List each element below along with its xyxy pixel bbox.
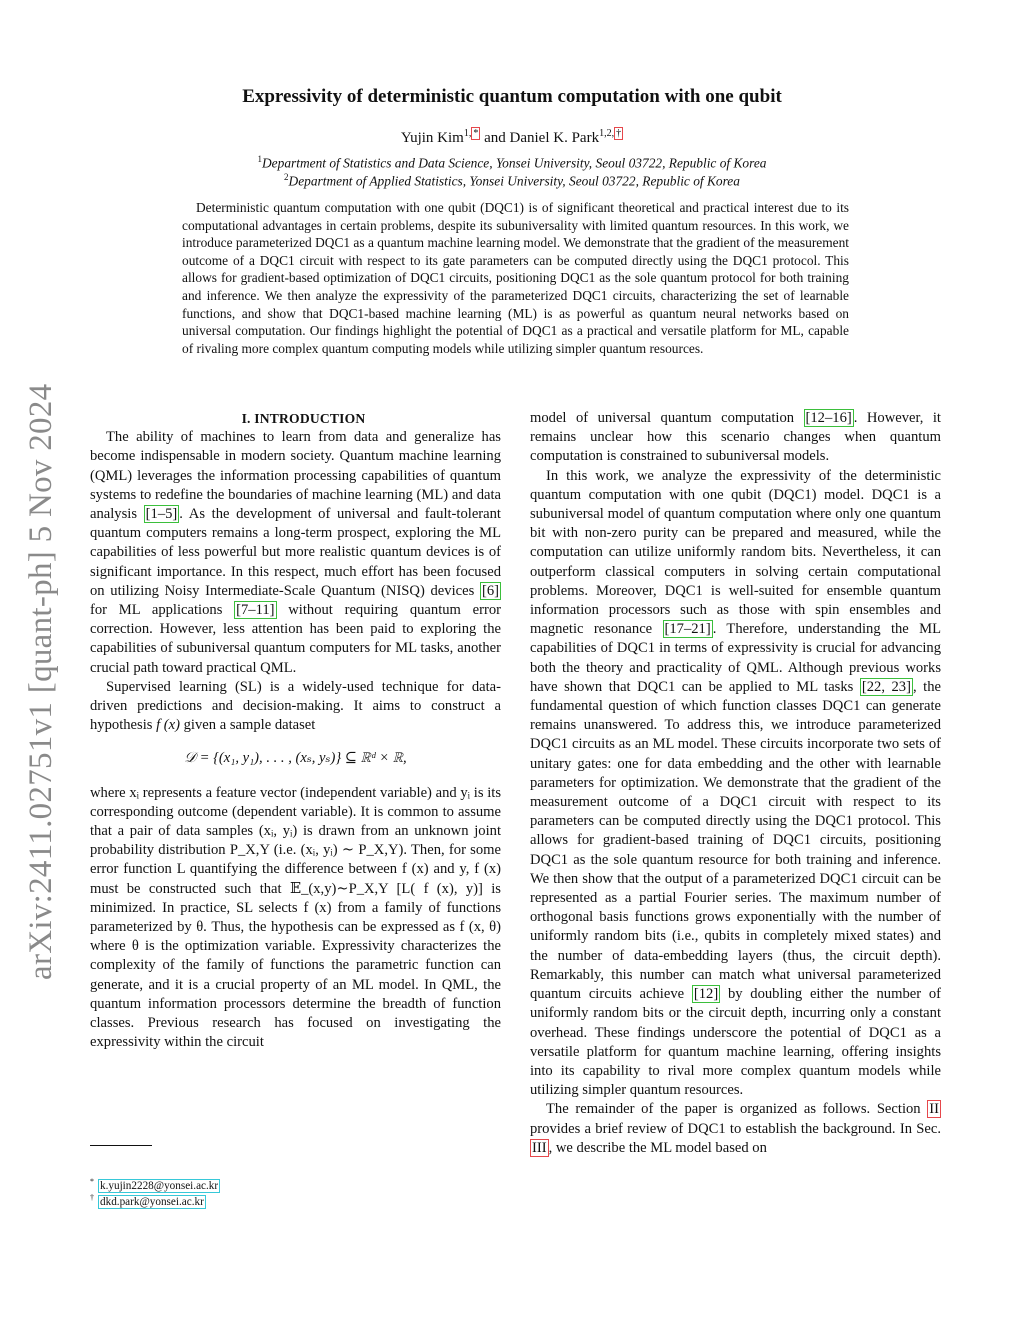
author-2-name: Daniel K. Park (509, 130, 600, 146)
section-link[interactable]: II (929, 1101, 939, 1118)
intro-paragraph-1: The ability of machines to learn from data and generalize has become indispensable in modern society. Quantum machine learning (QML) leverages the information processing capabilities of quantum systems to redefine the boundaries of machine learning (ML) and data analysis [1–5] . As the development of universal and fault-tolerant quantum computers remains a long-term prospect, exploring the ML capabilities of less powerful but more realistic quantum devices is of significant importance. In this respect, much effort has been focused on utilizing Noisy Intermediate-Scale Quantum (NISQ) devices [6] for ML applications [7–11] without requiring quantum error correction. However, less attention has been paid to exploring the capabilities of subuniversal quantum computers for ML tasks, another crucial path toward practical QML. (90, 429, 501, 676)
dataset-equation: 𝒟 = {(x₁, y₁), . . . , (xₛ, yₛ)} ⊆ ℝᵈ × ℝ, (184, 750, 407, 767)
email-link-2[interactable]: dkd.park@yonsei.ac.kr (100, 1195, 204, 1208)
abstract: Deterministic quantum computation with one qubit (DQC1) is of significant theoretical and practical interest due to its computational advantages in certain problems, despite its subuniversality with limited quantum resources. In this work, we introduce parameterized DQC1 as a quantum machine learning model. We demonstrate that the gradient of the measurement outcome of a DQC1 circuit with respect to its gate parameters can be computed directly using the DQC1 protocol. This allows for gradient-based optimization of DQC1 circuits, positioning DQC1 as the sole quantum protocol for both training and inference. We then analyze the expressivity of the parameterized DQC1 circuits, characterizing the set of learnable functions, and show that DQC1-based machine learning (ML) is as powerful as quantum neural networks based on universal computation. Our findings highlight the potential of DQC1 as a practical and versatile platform for ML, capable of rivaling more complex quantum computing models while utilizing simpler quantum resources. (182, 200, 849, 356)
citation-link[interactable]: [22, 23] (861, 678, 911, 695)
footnote-1-mark: * (90, 1177, 94, 1186)
affiliation-2 (0, 172, 1024, 189)
author-1-footnote-link[interactable]: * (473, 128, 479, 139)
citation-link[interactable]: [12–16] (805, 410, 852, 426)
author-1-affiliation: 1, (463, 128, 472, 139)
citation-link[interactable]: [7–11] (236, 602, 275, 619)
right-column (530, 409, 941, 1158)
affiliation-1 (0, 154, 1024, 171)
author-2-footnote-link[interactable]: † (616, 128, 622, 139)
citation-link[interactable]: [1–5] (145, 506, 178, 523)
intro-paragraph-4: model of universal quantum computation [12–16] . However, it remains unclear how this scenario changes when quantum computation is constrained to subuniversal models. (530, 410, 941, 465)
author-2-affiliation: 1,2, (599, 128, 615, 139)
section-link[interactable]: III (532, 1139, 547, 1156)
affiliation-1-number: 1 (257, 154, 263, 164)
affiliation-1-text: Department of Statistics and Data Science, Yonsei University, Seoul 03722, Republic of Korea (262, 155, 767, 171)
left-column (90, 409, 501, 1053)
citation-link[interactable]: [6] (481, 582, 499, 599)
footnote-1 (90, 1177, 220, 1192)
citation-link[interactable]: [12] (693, 986, 719, 1003)
paper-title: Expressivity of deterministic quantum computation with one qubit (242, 86, 782, 107)
footnote-2-mark: † (90, 1193, 94, 1202)
intro-paragraph-3: where xᵢ represents a feature vector (independent variable) and yᵢ is its corresponding outcome (dependent variable). It is common to assume that a pair of data samples (xᵢ, yᵢ) is drawn from an unknown joint probability distribution P_X,Y (i.e. (xᵢ, yᵢ) ∼ P_X,Y). Then, for some error function L quantifying the difference between f (x) and y, f (x) must be constructed such that 𝔼_(x,y)∼P_X,Y [L( f (x), y)] is minimized. In practice, SL selects f (x) from a family of functions parameterized by θ. Thus, the hypothesis can be expressed as f (x, θ) where θ is the optimization variable. Expressivity characterizes the complexity of the family of functions the parametric function can generate, and it is a crucial property of an ML model. In QML, the quantum information processors determine the breadth of function classes. Previous research has focused on investigating the expressivity within the circuit (90, 784, 501, 1051)
affiliation-2-number: 2 (284, 172, 289, 182)
author-1-name: Yujin Kim (400, 130, 464, 146)
author-line (0, 128, 1024, 147)
affiliation-2-text: Department of Applied Statistics, Yonsei University, Seoul 03722, Republic of Korea (288, 173, 740, 189)
section-heading-introduction: I. INTRODUCTION (241, 411, 366, 426)
footnote-2 (90, 1193, 206, 1208)
footnote-rule (90, 1145, 152, 1146)
email-link-1[interactable]: k.yujin2228@yonsei.ac.kr (100, 1179, 219, 1192)
intro-paragraph-6: The remainder of the paper is organized as follows. Section II provides a brief review of DQC1 to establish the background. In Sec. III , we describe the ML model based on (530, 1101, 941, 1156)
intro-paragraph-5: In this work, we analyze the expressivity of the deterministic quantum computation with one qubit (DQC1) model. DQC1 is a subuniversal model of quantum computation where only one quantum bit with non-zero purity can be prepared and measured, while the computation can utilize uniformly random bits. Nevertheless, it can outperform classical computers in solving certain computational problems. Moreover, DQC1 is well-suited for ensemble quantum information processors such as those with spin ensembles and magnetic resonance [17–21] . Therefore, understanding the ML capabilities of DQC1 in terms of expressivity is crucial for advancing both the theory and practicality of QML. Although previous works have shown that DQC1 can be applied to ML tasks [22, 23] , the fundamental question of which function classes DQC1 can generate remains unanswered. To address this, we introduce parameterized DQC1 circuits as an ML model. These circuits incorporate two sets of unitary gates: one for data embedding and the other with learnable parameters for optimization. We demonstrate that the gradient of the measurement outcome of a DQC1 circuit with respect to its parameters can be computed directly using the DQC1 protocol. This allows for gradient-based training of DQC1 circuits, positioning DQC1 as the sole quantum resource for both training and inference. We then show that the output of a parameterized DQC1 circuit can be represented as a partial Fourier series. The maximum number of orthogonal basis functions grows exponentially with the number of uniformly random bits (i.e., qubits in completely mixed states) and the number of data-embedding layers (thus, the circuit depth). Remarkably, this number can match what universal parameterized quantum circuits achieve [12] by doubling either the number of uniformly random bits or the circuit depth, incurring only a constant overhead. These findings underscore the potential of DQC1 as a versatile platform for quantum machine learning, offering insights into its capability to rival more complex quantum models while utilizing simpler quantum resources. (530, 467, 941, 1099)
arxiv-identifier: arXiv:2411.02751v1 [quant-ph] 5 Nov 2024 (23, 383, 59, 980)
intro-paragraph-2: Supervised learning (SL) is a widely-used technique for data-driven predictions and decision-making. It aims to construct a hypothesis f (x) given a sample dataset (90, 678, 501, 734)
citation-link[interactable]: [17–21] (664, 621, 711, 638)
author-join: and (480, 130, 510, 146)
